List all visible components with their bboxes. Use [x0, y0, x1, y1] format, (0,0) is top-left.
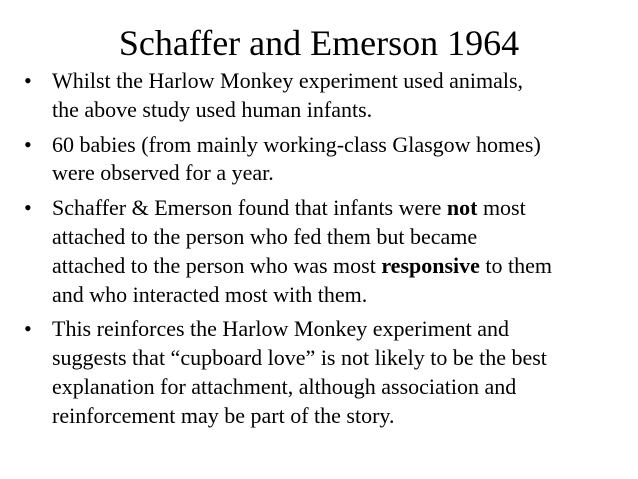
slide-title: Schaffer and Emerson 1964 [118, 23, 520, 63]
bullet-line [52, 194, 597, 223]
bullet-text: most [477, 195, 526, 221]
bullet-line [52, 344, 597, 373]
bullet-item [0, 194, 597, 309]
bullet-text: 60 babies (from mainly working-class Glasgow homes) [52, 131, 541, 157]
bullet-text: Whilst the Harlow Monkey experiment used animals, [52, 68, 524, 93]
bullet-line [52, 315, 597, 344]
bullet-item [0, 67, 597, 125]
bullet-text: attached to the person who fed them but became [52, 223, 478, 249]
bullet-emphasis: responsive [381, 252, 480, 278]
bullet-line [52, 159, 597, 188]
bullet-line [52, 402, 597, 431]
bullet-text: and who interacted most with them. [52, 281, 368, 307]
bullet-list [0, 67, 638, 437]
bullet-line [52, 67, 597, 96]
bullet-item [0, 131, 597, 189]
bullet-text: suggests that “cupboard love” is not likely to be the best [52, 345, 547, 371]
bullet-line [52, 281, 597, 310]
bullet-dot-icon: • [24, 68, 32, 93]
bullet-text: attached to the person who was most [52, 252, 382, 278]
bullet-dot-icon: • [24, 131, 32, 157]
bullet-text: explanation for attachment, although association and [52, 373, 517, 399]
bullet-line [52, 131, 597, 160]
bullet-line [52, 96, 597, 125]
bullet-dot-icon: • [24, 316, 32, 342]
bullet-text: the above study used human infants. [52, 96, 373, 122]
bullet-item [0, 315, 597, 430]
bullet-dot-icon: • [24, 195, 32, 221]
bullet-line [52, 252, 597, 281]
bullet-text: Schaffer & Emerson found that infants were [52, 195, 447, 221]
bullet-text: reinforcement may be part of the story. [52, 402, 395, 428]
bullet-text: were observed for a year. [52, 160, 274, 186]
bullet-line [52, 223, 597, 252]
bullet-text: to them [479, 252, 553, 278]
bullet-text: This reinforces the Harlow Monkey experiment and [52, 316, 509, 342]
bullet-emphasis: not [446, 195, 478, 221]
bullet-line [52, 373, 597, 402]
